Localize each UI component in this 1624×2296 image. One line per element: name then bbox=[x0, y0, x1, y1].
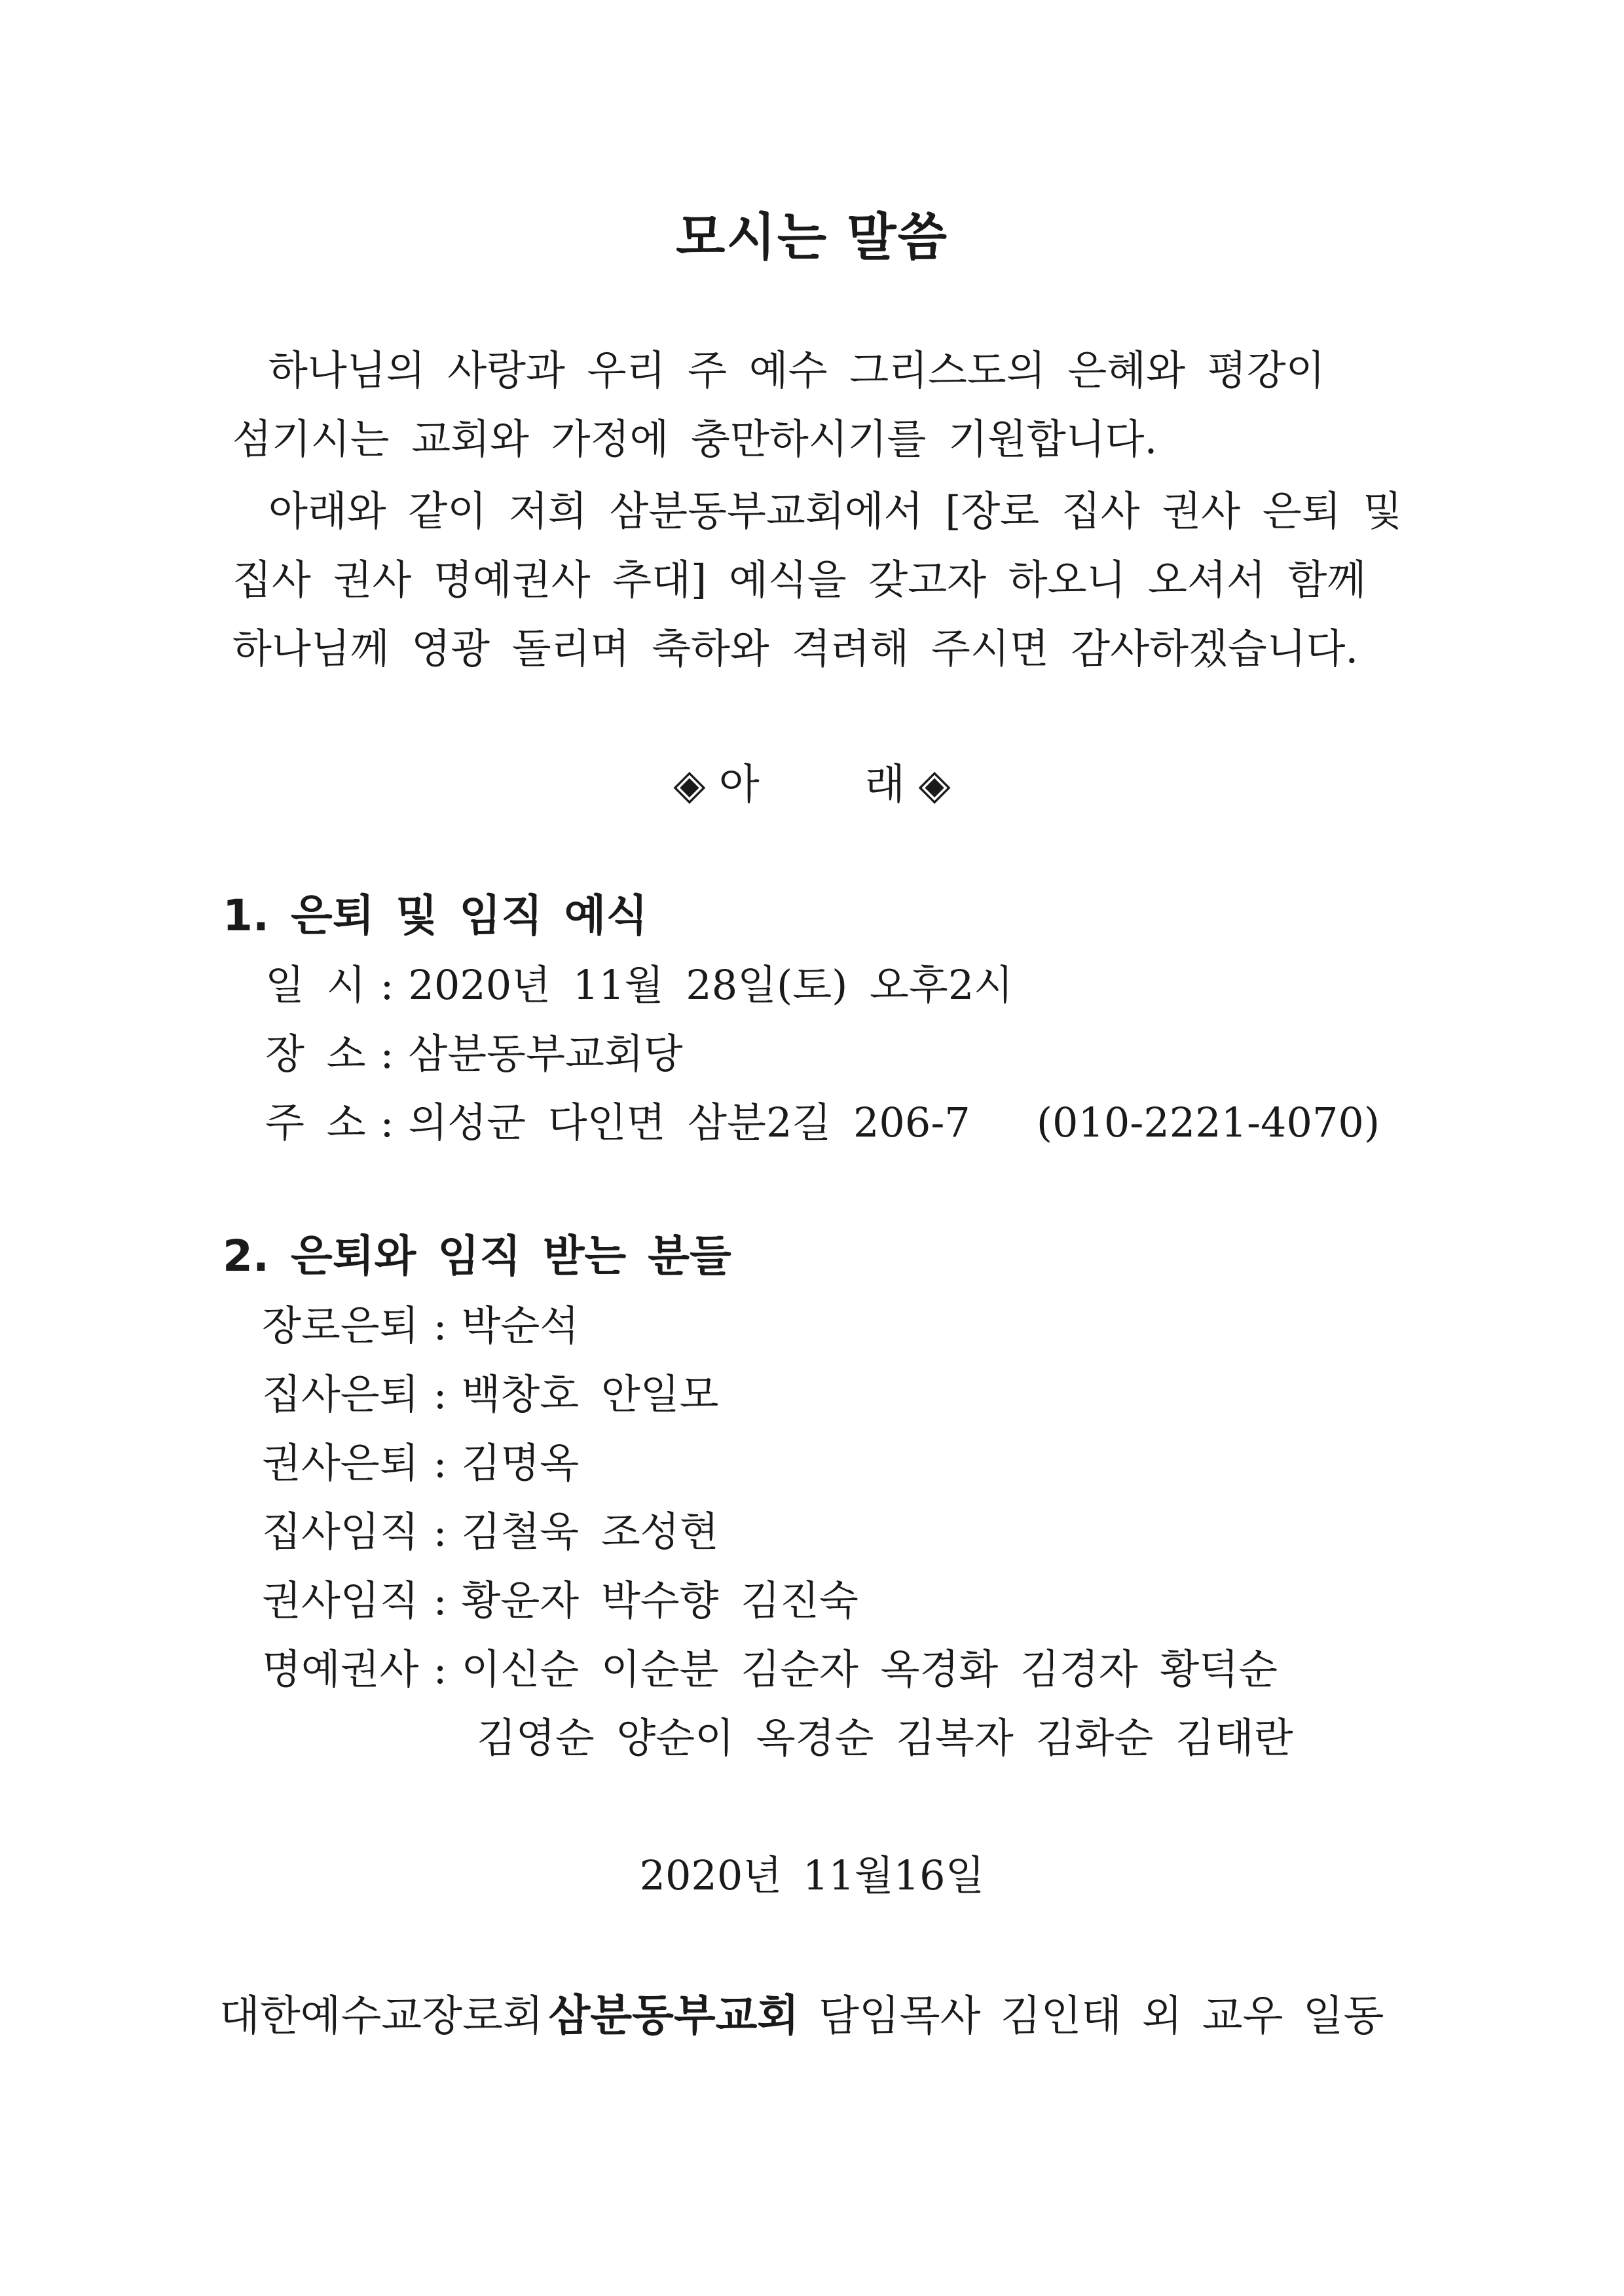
intro-line-5: 하나님께 영광 돌리며 축하와 격려해 주시면 감사하겠습니다. bbox=[232, 625, 1359, 672]
intro-line-3: 아래와 같이 저희 삼분동부교회에서 [장로 집사 권사 은퇴 및 bbox=[268, 487, 1403, 535]
row-key: 권사은퇴 bbox=[262, 1439, 419, 1487]
page-title: 모시는 말씀 bbox=[676, 208, 948, 267]
row-value: 이신순 이순분 김순자 옥경화 김경자 황덕순 bbox=[461, 1645, 1278, 1693]
footer-church: 삼분동부교회 bbox=[548, 1990, 800, 2041]
section2-row-kwonsa-ordain: 권사임직 : 황운자 박수향 김진숙 bbox=[262, 1568, 858, 1626]
notice-marker bbox=[0, 751, 1624, 811]
footer-signature: 담임목사 김인태 외 교우 일동 bbox=[819, 1992, 1384, 2041]
section1-row-address: 주 소 : 의성군 다인면 삼분2길 206-7 (010-2221-4070) bbox=[265, 1090, 1380, 1148]
row-key: 장 소 bbox=[265, 1030, 366, 1078]
section2-row-elder-retire: 장로은퇴 : 박순석 bbox=[262, 1293, 579, 1351]
marker-word-2: 래 bbox=[864, 761, 906, 809]
row-key: 집사임직 bbox=[262, 1508, 419, 1556]
row-value: 2020년 11월 28일(토) 오후2시 bbox=[408, 961, 1014, 1009]
intro-line-2: 섬기시는 교회와 가정에 충만하시기를 기원합니다. bbox=[232, 415, 1158, 463]
footer-org: 대한예수교장로회 bbox=[219, 1992, 544, 2041]
row-value: 박순석 bbox=[461, 1302, 580, 1349]
section1-row-place: 장 소 : 삼분동부교회당 bbox=[265, 1021, 683, 1080]
footer-signature-line bbox=[219, 1980, 1384, 2043]
section1-row-date: 일 시 : 2020년 11월 28일(토) 오후2시 bbox=[265, 953, 1013, 1011]
diamond-right-icon: ◈ bbox=[918, 761, 951, 809]
intro-line-4: 집사 권사 명예권사 추대] 예식을 갖고자 하오니 오셔서 함께 bbox=[232, 556, 1367, 604]
intro-line-1: 하나님의 사랑과 우리 주 예수 그리스도의 은혜와 평강이 bbox=[268, 346, 1325, 394]
row-key: 집사은퇴 bbox=[262, 1370, 419, 1418]
row-key: 일 시 bbox=[265, 961, 366, 1009]
issue-date: 2020년 11월16일 bbox=[639, 1851, 985, 1899]
section1-heading: 1. 은퇴 및 임직 예식 bbox=[223, 890, 648, 941]
section2-row-deacon-retire: 집사은퇴 : 백창호 안일모 bbox=[262, 1362, 719, 1420]
row-value: 김명옥 bbox=[461, 1439, 580, 1487]
row-value: 백창호 안일모 bbox=[461, 1370, 719, 1418]
row-value: 김철욱 조성현 bbox=[461, 1508, 719, 1556]
row-key: 권사임직 bbox=[262, 1576, 419, 1624]
section2-row-honorary-kwonsa-cont: 김영순 양순이 옥경순 김복자 김화순 김태란 bbox=[477, 1714, 1293, 1762]
row-key: 주 소 bbox=[265, 1099, 366, 1146]
row-value: 황운자 박수향 김진숙 bbox=[461, 1576, 858, 1624]
row-value: 삼분동부교회당 bbox=[408, 1030, 683, 1078]
section2-row-deacon-ordain: 집사임직 : 김철욱 조성현 bbox=[262, 1499, 719, 1558]
section2-row-kwonsa-retire: 권사은퇴 : 김명옥 bbox=[262, 1430, 579, 1489]
section2-row-honorary-kwonsa: 명예권사 : 이신순 이순분 김순자 옥경화 김경자 황덕순 bbox=[262, 1637, 1278, 1695]
row-value: 의성군 다인면 삼분2길 206-7 (010-2221-4070) bbox=[408, 1099, 1380, 1146]
section2-heading: 2. 은퇴와 임직 받는 분들 bbox=[223, 1231, 731, 1281]
row-key: 명예권사 bbox=[262, 1645, 419, 1693]
row-key: 장로은퇴 bbox=[262, 1302, 419, 1349]
marker-word-1: 아 bbox=[718, 761, 760, 809]
diamond-left-icon: ◈ bbox=[673, 761, 706, 809]
